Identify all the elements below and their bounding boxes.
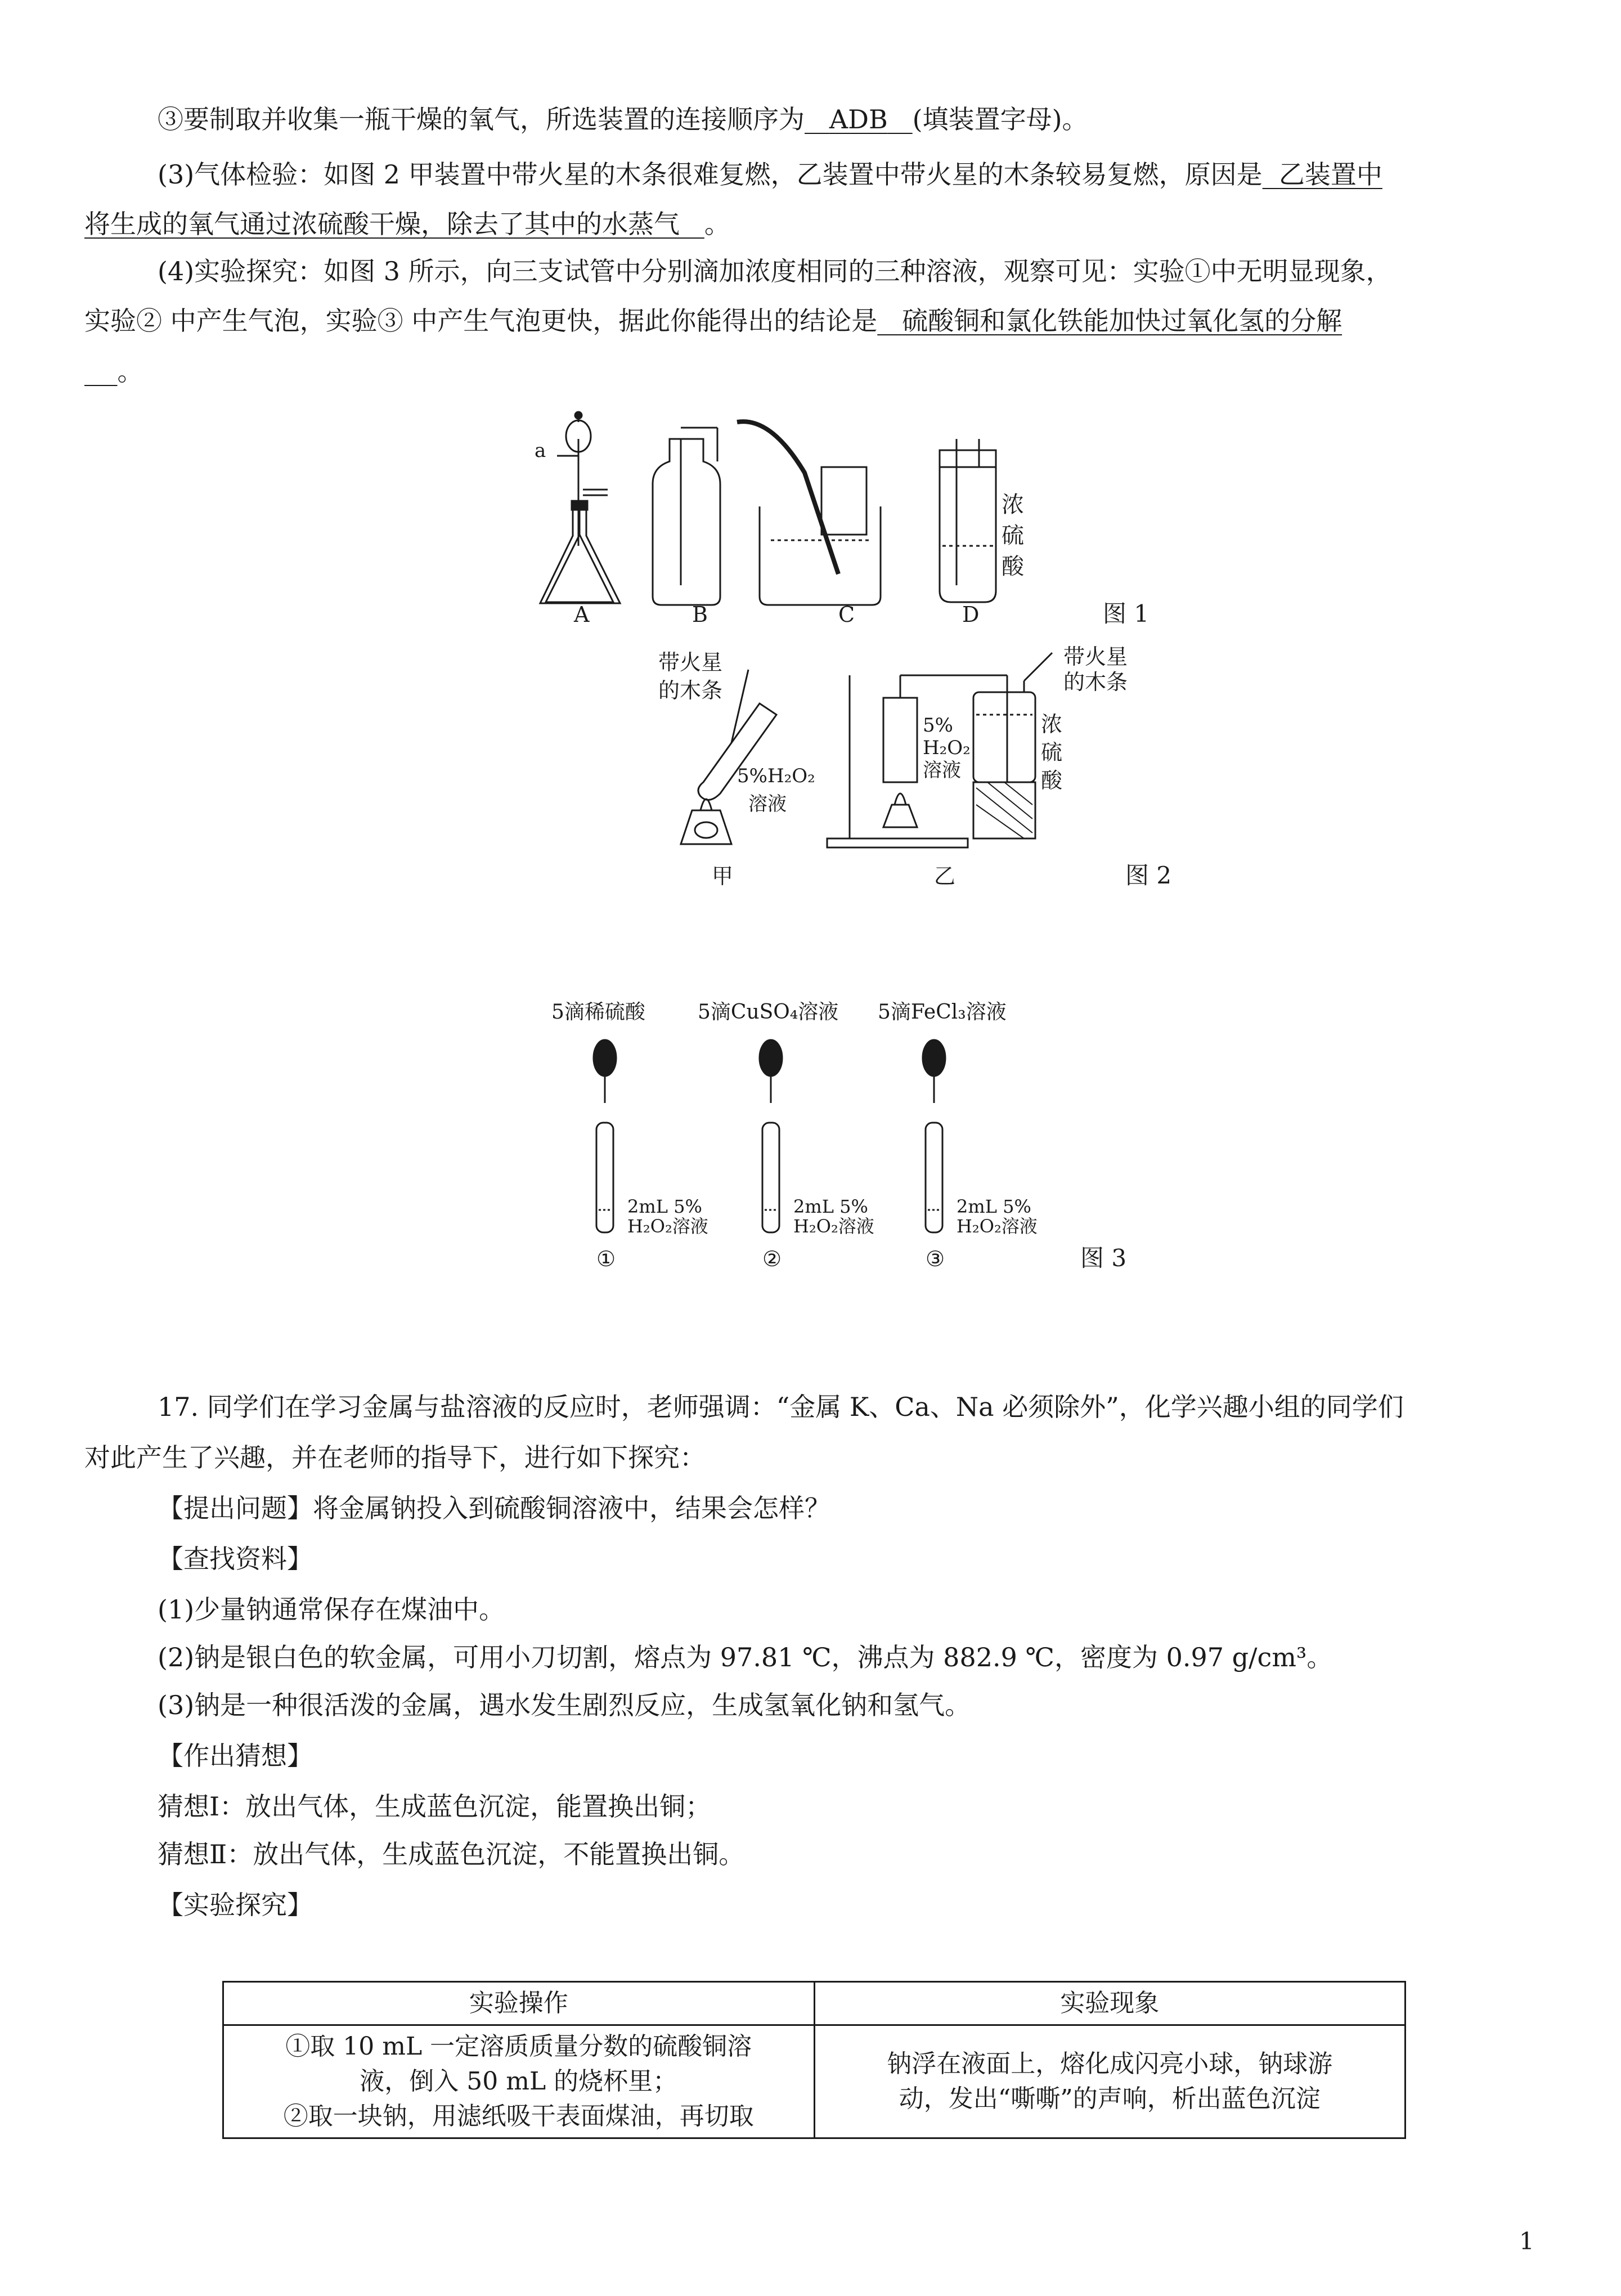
tube-3-reagent: 5滴FeCl₃溶液 — [878, 1001, 1007, 1024]
cell-operation — [223, 2025, 815, 2138]
obs-line-2: 动，发出“嘶嘶”的声响，析出蓝色沉淀 — [899, 2084, 1321, 2113]
d-label-1: 浓 — [1002, 492, 1024, 518]
tube-1-sol-1: 2mL 5% — [627, 1196, 702, 1217]
q16-line-4: (4)实验探究：如图 3 所示，向三支试管中分别滴加浓度相同的三种溶液，观察可见：实验①中无明显现象， — [158, 256, 1392, 286]
tube-3-sol-2: H₂O₂溶液 — [957, 1216, 1038, 1237]
q17-line-2: 对此产生了兴趣，并在老师的指导下，进行如下探究： — [84, 1442, 706, 1473]
tube-2-reagent: 5滴CuSO₄溶液 — [698, 1001, 839, 1024]
op-line-1: ①取 10 mL 一定溶质质量分数的硫酸铜溶 — [285, 2032, 752, 2061]
yi-h2o2-3: 溶液 — [923, 759, 961, 782]
answer-blank-reason-2: 将生成的氧气通过浓硫酸干燥，除去了其中的水蒸气 — [84, 209, 680, 239]
answer-blank-conclusion: 硫酸铜和氯化铁能加快过氧化氢的分解 — [902, 306, 1342, 336]
figure-2 — [636, 642, 1255, 889]
figure-3 — [551, 990, 1170, 1283]
q16-p3-suffix: (填装置字母)。 — [912, 104, 1088, 134]
yi-acid-1: 浓 — [1041, 712, 1063, 737]
answer-blank-order: ADB — [829, 104, 888, 134]
q17-line-10: 猜想Ⅱ：放出气体，生成蓝色沉淀，不能置换出铜。 — [158, 1839, 745, 1869]
tube-2-sol-1: 2mL 5% — [793, 1196, 868, 1217]
jia-h2o2-2: 溶液 — [748, 793, 787, 815]
page-number: 1 — [1519, 2227, 1534, 2255]
jia-label: 甲 — [712, 864, 734, 889]
op-line-2: 液，倒入 50 mL 的烧杯里； — [360, 2067, 678, 2096]
tube-1 — [551, 1001, 708, 1271]
table-header-row — [223, 1982, 1406, 2025]
table-row — [223, 2025, 1406, 2138]
header-observation: 实验现象 — [814, 1982, 1406, 2025]
figure-2-caption: 图 2 — [1125, 862, 1172, 889]
apparatus-c-trough — [737, 421, 881, 605]
label-D: D — [962, 602, 980, 627]
q16-line-3 — [84, 207, 730, 241]
q17-line-4: 【查找资料】 — [158, 1544, 313, 1574]
d-label-3: 酸 — [1002, 554, 1024, 580]
yi-label: 乙 — [934, 864, 956, 889]
jia-splint-label-1: 带火星 — [658, 650, 723, 675]
q16-p3-prefix: ③要制取并收集一瓶干燥的氧气，所选装置的连接顺序为 — [158, 104, 805, 134]
q16-line-5 — [84, 304, 1342, 338]
yi-splint-1: 带火星 — [1063, 644, 1128, 669]
q16-line-2 — [158, 158, 1382, 191]
q16-p4-prefix: (3)气体检验：如图 2 甲装置中带火星的木条很难复燃，乙装置中带火星的木条较易复燃，原因是 — [158, 159, 1263, 190]
yi-splint-2: 的木条 — [1063, 670, 1128, 694]
cell-observation — [814, 2025, 1406, 2138]
answer-blank-reason-1: 乙装置中 — [1278, 159, 1382, 190]
q16-line-6 — [84, 355, 143, 388]
label-a: a — [535, 440, 546, 462]
q16-line-1 — [158, 102, 1088, 136]
q17-line-1: 17. 同学们在学习金属与盐溶液的反应时，老师强调：“金属 K、Ca、Na 必须除外”，化学兴趣小组的同学们 — [158, 1392, 1404, 1422]
q16-p5-end: 。 — [117, 356, 143, 387]
jia-splint-label-2: 的木条 — [658, 678, 723, 703]
answer-blank-conclusion-end — [84, 356, 118, 387]
tube-2-num: ② — [762, 1246, 782, 1271]
q17-line-3: 【提出问题】将金属钠投入到硫酸铜溶液中，结果会怎样？ — [158, 1493, 830, 1523]
tube-3-sol-1: 2mL 5% — [957, 1196, 1031, 1217]
yi-acid-3: 酸 — [1041, 768, 1063, 793]
q16-p5-prefix: 实验② 中产生气泡，实验③ 中产生气泡更快，据此你能得出的结论是 — [84, 306, 878, 336]
obs-line-1: 钠浮在液面上，熔化成闪亮小球，钠球游 — [887, 2050, 1333, 2078]
figure-3-caption: 图 3 — [1080, 1244, 1127, 1272]
d-label-2: 硫 — [1002, 523, 1024, 549]
yi-h2o2-1: 5% — [923, 714, 953, 737]
tube-1-sol-2: H₂O₂溶液 — [627, 1216, 708, 1237]
tube-2-sol-2: H₂O₂溶液 — [793, 1216, 874, 1237]
yi-acid-2: 硫 — [1041, 740, 1063, 765]
figure-1-caption: 图 1 — [1103, 600, 1149, 627]
tube-3 — [878, 1001, 1038, 1271]
q17-line-7: (3)钠是一种很活泼的金属，遇水发生剧烈反应，生成氢氧化钠和氢气。 — [158, 1690, 971, 1720]
label-B: B — [692, 602, 708, 627]
apparatus-b-bottle — [653, 428, 720, 605]
op-line-3: ②取一块钠，用滤纸吸干表面煤油，再切取 — [283, 2102, 754, 2131]
q16-p4-suffix: 。 — [704, 209, 730, 239]
jia-h2o2-1: 5%H₂O₂ — [737, 765, 815, 787]
experiment-table — [222, 1981, 1406, 2139]
label-C: C — [838, 602, 855, 627]
tube-1-num: ① — [596, 1246, 616, 1271]
tube-1-reagent: 5滴稀硫酸 — [551, 1001, 645, 1024]
figure-1 — [523, 405, 1198, 630]
tube-3-num: ③ — [926, 1246, 945, 1271]
label-A: A — [574, 602, 590, 627]
q17-line-11: 【实验探究】 — [158, 1890, 313, 1920]
yi-h2o2-2: H₂O₂ — [923, 737, 971, 759]
q17-line-5: (1)少量钠通常保存在煤油中。 — [158, 1594, 505, 1625]
q17-line-9: 猜想Ⅰ：放出气体，生成蓝色沉淀，能置换出铜； — [158, 1791, 712, 1822]
q17-line-6: (2)钠是银白色的软金属，可用小刀切割，熔点为 97.81 ℃，沸点为 882.9 ℃，密度为 0.97 g/cm³。 — [158, 1642, 1333, 1672]
tube-2 — [698, 1001, 874, 1271]
apparatus-a-flask — [540, 412, 620, 603]
header-operation: 实验操作 — [223, 1982, 815, 2025]
q17-line-8: 【作出猜想】 — [158, 1741, 313, 1771]
apparatus-d-washer — [940, 439, 996, 602]
jia-alcohol-lamp — [681, 799, 731, 844]
